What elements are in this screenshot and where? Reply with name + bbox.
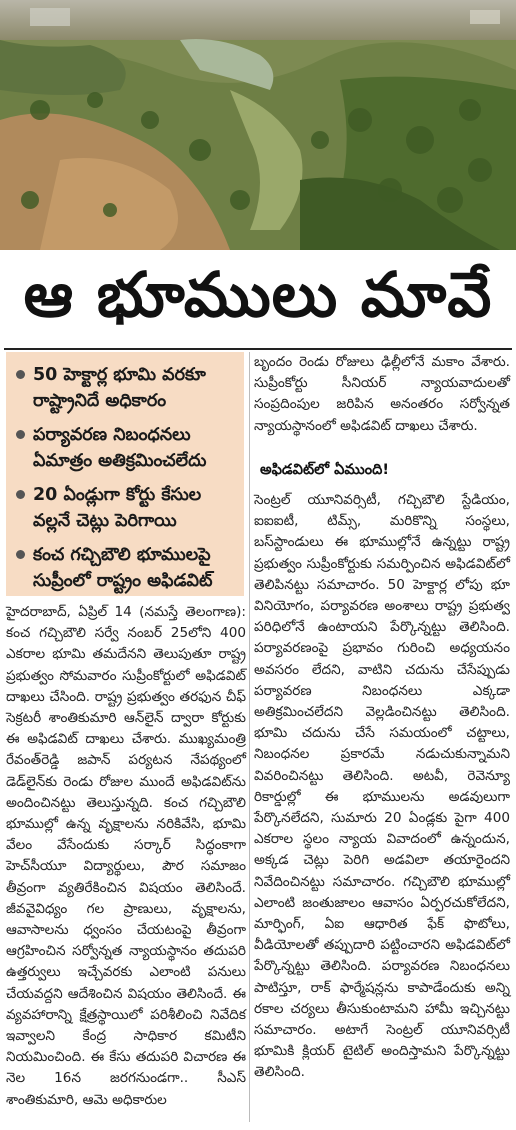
highlight-item xyxy=(16,422,238,474)
highlight-text: 20 ఏండ్లుగా కోర్టు కేసుల వల్లనే చెట్లు పెరిగాయి xyxy=(33,485,202,531)
highlight-item xyxy=(16,542,238,594)
column-divider xyxy=(249,352,250,1122)
highlight-text: కంచ గచ్చిబౌలి భూములపై సుప్రీంలో రాష్ట్రం అఫిడవిట్ xyxy=(33,545,213,591)
headline-divider xyxy=(4,348,512,350)
highlight-item xyxy=(16,362,238,414)
article-paragraph: సెంట్రల్ యూనివర్సిటీ, గచ్చిబౌలి స్టేడియం, ఐఐఐటీ, టిమ్స్, మరికొన్ని సంస్థలు, బస్‌స్టాండులు ఈ భూముల్లోనే ఉన్నట్టు రాష్ట్ర ప్రభుత్వం సుప్రీంకోర్టుకు సమర్పించిన అఫిడవిట్‌లో తెలిపినట్టు సమాచారం. 50 హెక్టార్ల లోపు భూ వినియోగం, పర్యావరణ అంశాలు రాష్ట్ర ప్రభుత్వ పరిధిలోనే ఉంటాయని పేర్కొన్నట్టు తెలిసింది. పర్యావరణంపై ప్రభావం గురించి అధ్యయనం అవసరం లేదని, వాటిని చదును చేసేప్పుడు పర్యావరణ నిబంధనలు ఎక్కడా అతిక్రమించలేదని వెల్లడించినట్టు తెలిసింది. భూమి చదును చేసే సమయంలో చట్టాలు, నిబంధనల ప్రకారమే నడుచుకున్నామని వివరించినట్టు తెలిసింది. అటవీ, రెవెన్యూ రికార్డుల్లో ఈ భూములను అడవులుగా పేర్కొనలేదని, సుమారు 20 ఏండ్లకు పైగా 400 ఎకరాల స్థలం న్యాయ వివాదంలో ఉన్నందున, అక్కడ చెట్లు పెరిగి అడవిలా తయారైందని నివేదించినట్టు సమాచారం. గచ్చిబౌలి భూముల్లో ఎలాంటి జంతుజాలం ఆవాసం ఏర్పరచుకోలేదని, మార్ఫింగ్, ఏఐ ఆధారిత ఫేక్ ఫొటోలు, వీడియోలతో తప్పుదారి పట్టించారని అఫిడవిట్‌లో పేర్కొన్నట్టు తెలిసింది. పర్యావరణ నిబంధనలు పాటిస్తూ, రాక్ ఫార్మేషన్లను కాపాడేందుకు అన్ని రకాల చర్యలు తీసుకుంటామని హామీ ఇచ్చినట్టు సమాచారం. అటాగే సెంట్రల్ యూనివర్సిటీ భూమికి క్లియర్ టైటిల్ అందిస్తామని పేర్కొన్నట్టు తెలిసింది. xyxy=(254,492,510,1081)
highlight-item xyxy=(16,482,238,534)
highlights-box xyxy=(6,352,244,596)
bullet-icon xyxy=(16,490,25,499)
section-subheading: అఫిడవిట్‌లో ఏముంది! xyxy=(260,462,389,478)
bullet-icon xyxy=(16,430,25,439)
highlight-text: పర్యావరణ నిబంధనలు ఏమాత్రం అతిక్రమించలేదు xyxy=(33,425,207,471)
bullet-icon xyxy=(16,370,25,379)
aerial-photo-forest-land xyxy=(0,0,516,250)
article-paragraph: హైదరాబాద్, ఏప్రిల్ 14 (నమస్తే తెలంగాణ): కంచ గచ్చిబౌలి సర్వే నంబర్ 25లోని 400 ఎకరాల భూమి తమదేనని తెలుపుతూ రాష్ట్ర ప్రభుత్వం సోమవారం సుప్రీంకోర్టులో అఫిడవిట్ దాఖలు చేసింది. రాష్ట్ర ప్రభుత్వం తరఫున చీఫ్ సెక్రటరీ శాంతికుమారి ఆన్‌లైన్ ద్వారా కోర్టుకు ఈ అఫిడవిట్ దాఖలు చేశారు. ముఖ్యమంత్రి రేవంత్‌రెడ్డి జపాన్ పర్యటన నేపథ్యంలో డెడ్‌లైన్‌కు రెండు రోజుల ముందే అఫిడవిట్‌ను అందించినట్టు తెలుస్తున్నది. కంచ గచ్చిబౌలి భూముల్లో ఉన్న వృక్షాలను నరికివేసి, భూమి వేలం వేసేందుకు సర్కార్ సిద్ధంకాగా హెచ్‌సీయూ విద్యార్థులు, పౌర సమాజం తీవ్రంగా వ్యతిరేకించిన విషయం తెలిసిందే. జీవవైవిధ్యం గల ప్రాణులు, వృక్షాలను, ఆవాసాలను ధ్వంసం చేయటంపై తీవ్రంగా ఆగ్రహించిన సర్వోన్నత న్యాయస్థానం తదుపరి ఉత్తర్వులు ఇచ్చేవరకు ఎలాంటి పనులు చేయవద్దని ఆదేశించిన విషయం తెలిసిందే. ఈ వ్యవహారాన్ని క్షేత్రస్థాయిలో పరిశీలించి నివేదిక ఇవ్వాలని కేంద్ర సాధికార కమిటీని నియమించింది. ఈ కేసు తదుపరి విచారణ ఈ నెల 16న జరగనుండగా.. సీఎస్ శాంతికుమారి, ఆమె అధికారుల xyxy=(6,604,246,1108)
article-column-right-top xyxy=(254,352,510,437)
article-column-left xyxy=(6,602,246,1111)
headline: ఆ భూములు మావే xyxy=(23,258,493,331)
article-paragraph: బృందం రెండు రోజులు ఢిల్లీలోనే మకాం వేశారు. సుప్రీంకోర్టు సీనియర్ న్యాయవాదులతో సంప్రదింపుల జరిపిన అనంతరం సర్వోన్నత న్యాయస్థానంలో అఫిడవిట్ దాఖలు చేశారు. xyxy=(254,354,510,434)
highlight-text: 50 హెక్టార్ల భూమి వరకూ రాష్ట్రానిదే అధికారం xyxy=(33,365,206,411)
bullet-icon xyxy=(16,550,25,559)
article-column-right xyxy=(254,490,510,1084)
